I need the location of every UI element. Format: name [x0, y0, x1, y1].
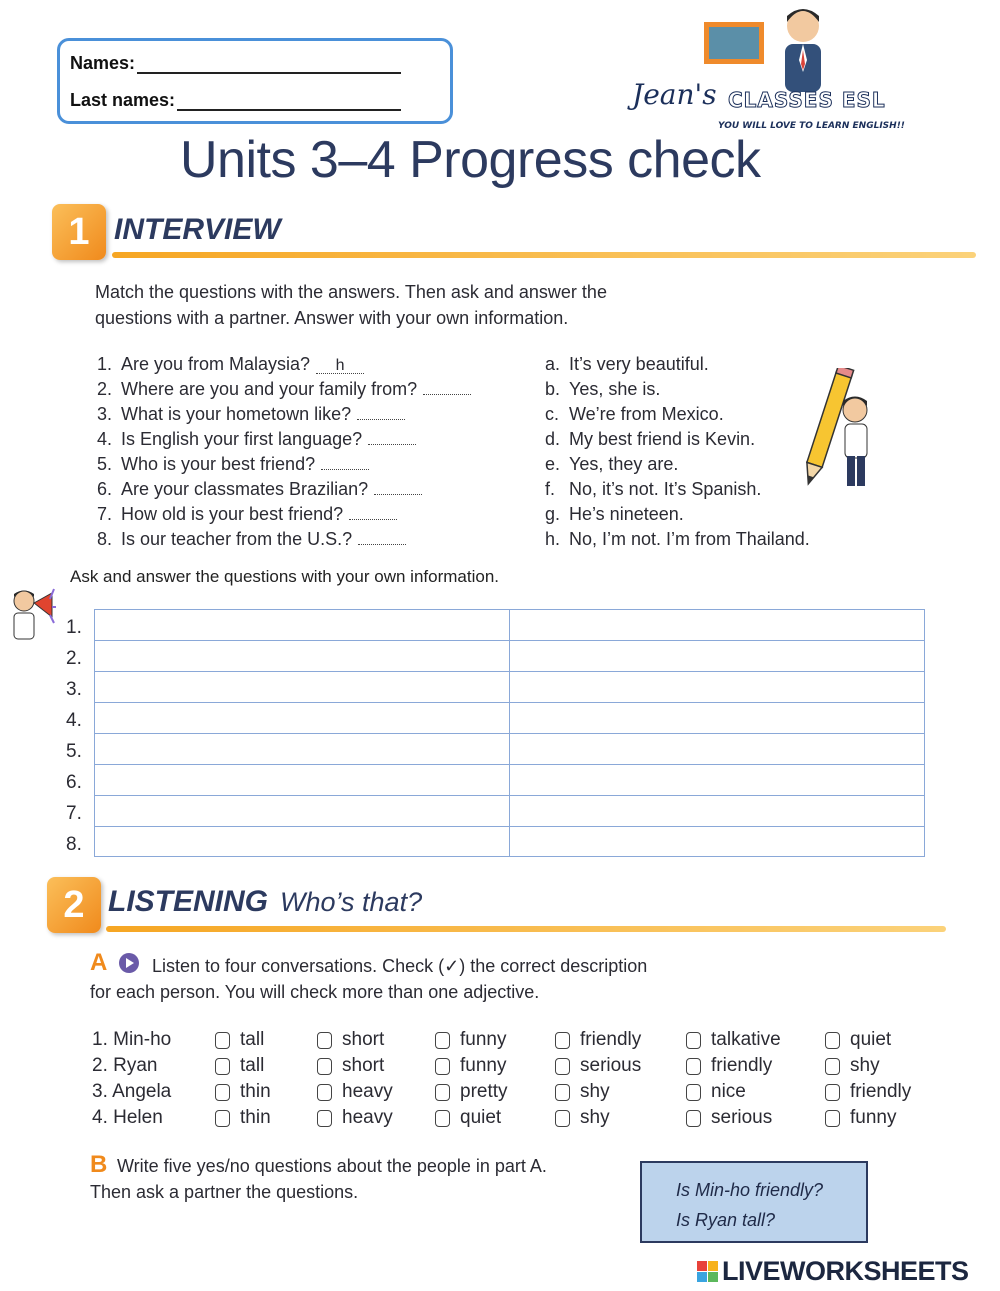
part-a-line-2: for each person. You will check more than one adjective. — [90, 982, 540, 1002]
answer-blank[interactable] — [358, 530, 406, 545]
answer-item: f. No, it’s not. It’s Spanish. — [545, 479, 762, 499]
checkbox-icon[interactable] — [555, 1032, 570, 1049]
part-b-line-2: Then ask a partner the questions. — [90, 1182, 359, 1202]
answer-item: e. Yes, they are. — [545, 454, 679, 474]
liveworksheets-logo — [697, 1256, 969, 1287]
question-input-cell[interactable] — [95, 734, 510, 765]
option-checkbox[interactable]: serious — [686, 1107, 772, 1129]
question-input-cell[interactable] — [95, 796, 510, 827]
answer-input-cell[interactable] — [510, 827, 924, 856]
megaphone-character-icon — [8, 585, 56, 643]
question-input-cell[interactable] — [95, 827, 510, 856]
question-input-cell[interactable] — [95, 703, 510, 734]
person-name: 2. Ryan — [92, 1055, 158, 1076]
part-b-letter: B — [90, 1151, 108, 1178]
last-names-label: Last names: — [70, 90, 176, 110]
section-2-subtitle: Who’s that? — [280, 887, 423, 917]
grid-number: 7. — [66, 803, 82, 824]
checkbox-icon[interactable] — [317, 1058, 332, 1075]
answer-blank[interactable] — [357, 405, 405, 420]
question-input-cell[interactable] — [95, 610, 510, 641]
answer-input-cell[interactable] — [510, 765, 924, 796]
checkbox-icon[interactable] — [215, 1058, 230, 1075]
answer-item: b. Yes, she is. — [545, 379, 661, 399]
option-checkbox[interactable]: shy — [825, 1055, 880, 1077]
checkbox-icon[interactable] — [435, 1110, 450, 1127]
question-item: 2. Where are you and your family from? — [97, 377, 471, 402]
checkbox-icon[interactable] — [555, 1084, 570, 1101]
question-input-cell[interactable] — [95, 765, 510, 796]
option-checkbox[interactable]: friendly — [825, 1081, 911, 1103]
checkbox-icon[interactable] — [215, 1084, 230, 1101]
option-checkbox[interactable]: tall — [215, 1029, 264, 1051]
grid-number: 3. — [66, 679, 82, 700]
answer-item: a. It’s very beautiful. — [545, 354, 709, 374]
part-b-line-1: Write five yes/no questions about the people in part A. — [117, 1156, 547, 1176]
part-a-line-1: Listen to four conversations. Check (✓) the correct description — [152, 956, 648, 976]
answer-input-cell[interactable] — [510, 610, 924, 641]
grid-number: 2. — [66, 648, 82, 669]
grid-number: 4. — [66, 710, 82, 731]
section-2-number: 2 — [47, 877, 101, 933]
page-title: Units 3–4 Progress check — [180, 131, 761, 189]
answer-input-cell[interactable] — [510, 703, 924, 734]
names-input[interactable] — [137, 56, 401, 74]
option-checkbox[interactable]: quiet — [435, 1107, 501, 1129]
option-checkbox[interactable]: pretty — [435, 1081, 508, 1103]
option-checkbox[interactable]: quiet — [825, 1029, 891, 1051]
names-row — [70, 53, 401, 74]
question-item: 5. Who is your best friend? — [97, 452, 369, 477]
grid-number: 6. — [66, 772, 82, 793]
option-checkbox[interactable]: thin — [215, 1107, 271, 1129]
person-name: 4. Helen — [92, 1107, 163, 1128]
answer-blank[interactable]: h — [316, 359, 364, 374]
names-box — [57, 38, 453, 124]
option-checkbox[interactable]: serious — [555, 1055, 641, 1077]
instructions-line-1: Match the questions with the answers. Then ask and answer the — [95, 282, 607, 302]
checkbox-icon[interactable] — [215, 1032, 230, 1049]
ask-instruction: Ask and answer the questions with your own information. — [70, 567, 500, 586]
checkbox-icon[interactable] — [825, 1058, 840, 1075]
option-checkbox[interactable]: tall — [215, 1055, 264, 1077]
answer-blank[interactable] — [321, 455, 369, 470]
checkbox-icon[interactable] — [686, 1084, 701, 1101]
section-1-title: INTERVIEW — [114, 213, 281, 246]
option-checkbox[interactable]: short — [317, 1029, 384, 1051]
question-item: 7. How old is your best friend? — [97, 502, 397, 527]
part-a-letter: A — [90, 949, 108, 976]
question-input-cell[interactable] — [95, 641, 510, 672]
option-checkbox[interactable]: nice — [686, 1081, 746, 1103]
pencil-character-icon — [797, 368, 877, 498]
grid-number: 1. — [66, 617, 82, 638]
question-item: 3. What is your hometown like? — [97, 402, 405, 427]
last-names-input[interactable] — [177, 93, 401, 111]
option-checkbox[interactable]: funny — [825, 1107, 896, 1129]
checkbox-icon[interactable] — [317, 1032, 332, 1049]
option-checkbox[interactable]: friendly — [555, 1029, 641, 1051]
answer-grid — [94, 609, 925, 857]
example-question-2: Is Ryan tall? — [676, 1210, 776, 1230]
liveworksheets-wordmark: LIVEWORKSHEETS — [722, 1256, 969, 1286]
answer-item: c. We’re from Mexico. — [545, 404, 724, 424]
checkbox-icon[interactable] — [435, 1032, 450, 1049]
liveworksheets-grid-icon — [697, 1261, 718, 1282]
option-checkbox[interactable]: funny — [435, 1029, 506, 1051]
checkbox-icon[interactable] — [555, 1058, 570, 1075]
checkbox-icon[interactable] — [686, 1032, 701, 1049]
option-checkbox[interactable]: shy — [555, 1107, 610, 1129]
section-1-number: 1 — [52, 204, 106, 260]
option-checkbox[interactable]: shy — [555, 1081, 610, 1103]
answer-input-cell[interactable] — [510, 734, 924, 765]
option-checkbox[interactable]: heavy — [317, 1107, 393, 1129]
person-name: 1. Min-ho — [92, 1029, 172, 1050]
checkbox-icon[interactable] — [317, 1084, 332, 1101]
person-name: 3. Angela — [92, 1081, 172, 1102]
option-checkbox[interactable]: talkative — [686, 1029, 781, 1051]
answer-blank[interactable] — [423, 380, 471, 395]
logo-script: Jean's — [632, 78, 717, 111]
section-2-title: LISTENING — [108, 885, 269, 918]
option-checkbox[interactable]: thin — [215, 1081, 271, 1103]
answer-input-cell[interactable] — [510, 641, 924, 672]
section-1-divider — [112, 252, 976, 258]
section-2-divider — [106, 926, 946, 932]
checkbox-icon[interactable] — [215, 1110, 230, 1127]
grid-number: 8. — [66, 834, 82, 855]
grid-number: 5. — [66, 741, 82, 762]
teacher-avatar-icon — [772, 2, 834, 94]
answer-blank[interactable] — [368, 430, 416, 445]
answer-item: h. No, I’m not. I’m from Thailand. — [545, 529, 810, 549]
checkbox-icon[interactable] — [435, 1084, 450, 1101]
checkbox-icon[interactable] — [686, 1110, 701, 1127]
section-1-instructions — [95, 279, 735, 331]
option-checkbox[interactable]: friendly — [686, 1055, 772, 1077]
play-audio-icon[interactable] — [119, 953, 139, 973]
answer-input-cell[interactable] — [510, 672, 924, 703]
question-item: 4. Is English your first language? — [97, 427, 416, 452]
names-label: Names: — [70, 53, 136, 73]
instructions-line-2: questions with a partner. Answer with your own information. — [95, 308, 569, 328]
question-item: 1. Are you from Malaysia? h — [97, 352, 364, 377]
checkbox-icon[interactable] — [825, 1032, 840, 1049]
option-checkbox[interactable]: funny — [435, 1055, 506, 1077]
checkbox-icon[interactable] — [435, 1058, 450, 1075]
answer-blank[interactable] — [374, 480, 422, 495]
question-input-cell[interactable] — [95, 672, 510, 703]
answer-item: g. He’s nineteen. — [545, 504, 684, 524]
question-item: 6. Are your classmates Brazilian? — [97, 477, 422, 502]
chalkboard-logo-icon — [704, 22, 764, 64]
example-questions-box — [640, 1161, 868, 1243]
answer-input-cell[interactable] — [510, 796, 924, 827]
option-checkbox[interactable]: short — [317, 1055, 384, 1077]
question-item: 8. Is our teacher from the U.S.? — [97, 527, 406, 552]
checkbox-icon[interactable] — [825, 1084, 840, 1101]
answer-item: d. My best friend is Kevin. — [545, 429, 756, 449]
answer-blank[interactable] — [349, 505, 397, 520]
checkbox-icon[interactable] — [317, 1110, 332, 1127]
last-names-row — [70, 90, 401, 111]
checkbox-icon[interactable] — [686, 1058, 701, 1075]
option-checkbox[interactable]: heavy — [317, 1081, 393, 1103]
logo-classes: CLASSES ESL — [728, 88, 886, 112]
section-2-title-wrap — [108, 885, 422, 919]
checkbox-icon[interactable] — [555, 1110, 570, 1127]
logo-tagline: YOU WILL LOVE TO LEARN ENGLISH!! — [718, 121, 905, 131]
example-question-1: Is Min-ho friendly? — [676, 1180, 824, 1200]
checkbox-icon[interactable] — [825, 1110, 840, 1127]
